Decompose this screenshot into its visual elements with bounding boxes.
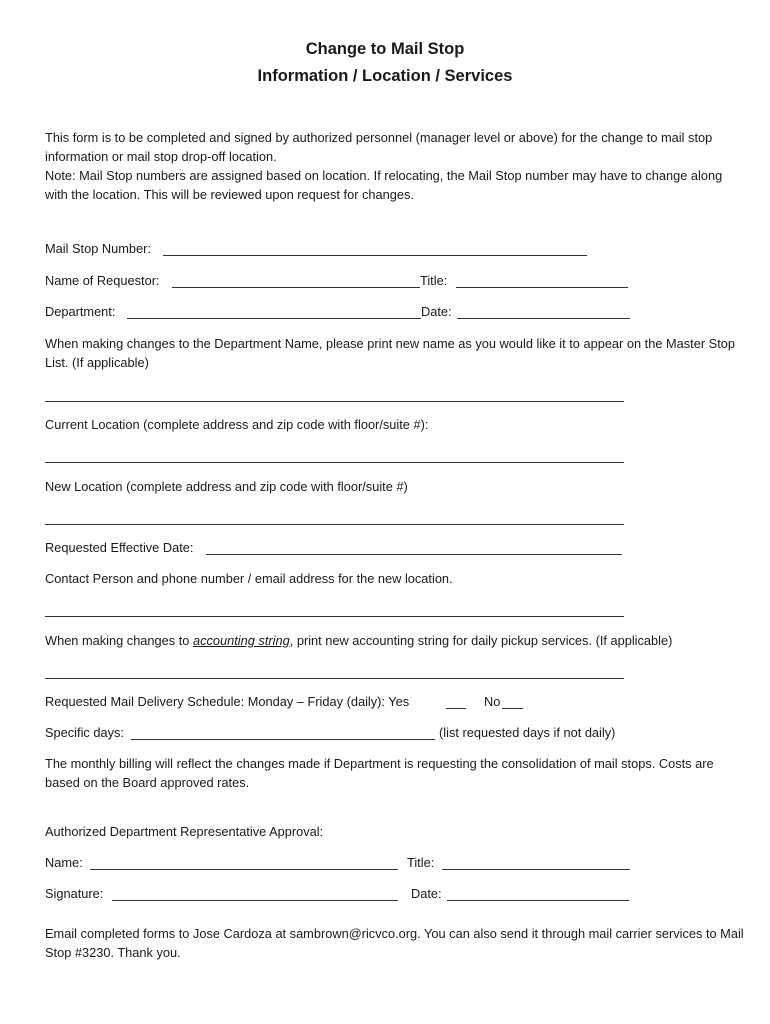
signature-field[interactable] xyxy=(112,900,398,901)
current-location-label: Current Location (complete address and zip code with floor/suite #): xyxy=(45,417,429,432)
department-name-note: When making changes to the Department Name, please print new name as you would like it to appear on the Master Stop List. (If applicable) xyxy=(45,336,735,370)
form-title: Change to Mail Stop xyxy=(305,40,465,58)
requestor-name-field[interactable] xyxy=(172,287,420,288)
requestor-title-field[interactable] xyxy=(456,287,628,288)
specific-days-field[interactable] xyxy=(131,739,435,740)
accounting-string-field[interactable] xyxy=(45,678,624,679)
signature-label: Signature: xyxy=(45,886,104,901)
approval-date-label: Date: xyxy=(411,886,442,901)
approval-date-field[interactable] xyxy=(447,900,629,901)
email-instructions: Email completed forms to Jose Cardoza at sambrown@ricvco.org. You can also send it through mail carrier services to Mail Stop #3230. Thank you. xyxy=(45,926,744,960)
date-field[interactable] xyxy=(457,318,630,319)
specific-days-note: (list requested days if not daily) xyxy=(439,725,616,740)
department-label: Department: xyxy=(45,304,116,319)
delivery-no-field[interactable] xyxy=(502,708,523,709)
note-paragraph: Note: Mail Stop numbers are assigned based on location. If relocating, the Mail Stop number may have to change along with the location. This will be reviewed upon request for changes. xyxy=(45,168,723,202)
accounting-string-link[interactable]: accounting string xyxy=(192,633,290,648)
form-subtitle: Information / Location / Services xyxy=(257,67,513,85)
accounting-string-label xyxy=(45,633,672,649)
date-label: Date: xyxy=(421,304,452,319)
department-field[interactable] xyxy=(127,318,421,319)
approver-title-field[interactable] xyxy=(442,869,630,870)
mail-stop-number-field[interactable] xyxy=(163,255,587,256)
contact-person-label: Contact Person and phone number / email address for the new location. xyxy=(45,571,453,586)
approver-name-label: Name: xyxy=(45,855,83,870)
new-department-name-field[interactable] xyxy=(45,401,624,402)
accounting-prefix: When making changes to xyxy=(45,633,193,648)
effective-date-label: Requested Effective Date: xyxy=(45,540,194,555)
delivery-yes-field[interactable] xyxy=(446,708,466,709)
approval-heading: Authorized Department Representative Approval: xyxy=(45,824,324,839)
delivery-no-label: No xyxy=(484,694,501,709)
approver-title-label: Title: xyxy=(407,855,435,870)
mail-stop-number-label: Mail Stop Number: xyxy=(45,241,151,256)
specific-days-label: Specific days: xyxy=(45,725,124,740)
approver-name-field[interactable] xyxy=(90,869,398,870)
requestor-title-label: Title: xyxy=(420,273,448,288)
current-location-field[interactable] xyxy=(45,462,624,463)
contact-person-field[interactable] xyxy=(45,616,624,617)
billing-note: The monthly billing will reflect the changes made if Department is requesting the consolidation of mail stops. Costs are based on the Board approved rates. xyxy=(45,756,714,790)
delivery-schedule-label: Requested Mail Delivery Schedule: Monday – Friday (daily): Yes xyxy=(45,694,410,709)
accounting-suffix: , print new accounting string for daily pickup services. (If applicable) xyxy=(289,633,673,648)
new-location-field[interactable] xyxy=(45,524,624,525)
effective-date-field[interactable] xyxy=(206,554,622,555)
requestor-name-label: Name of Requestor: xyxy=(45,273,160,288)
intro-paragraph: This form is to be completed and signed by authorized personnel (manager level or above) for the change to mail stop information or mail stop drop-off location. xyxy=(45,130,713,164)
new-location-label: New Location (complete address and zip code with floor/suite #) xyxy=(45,479,408,494)
